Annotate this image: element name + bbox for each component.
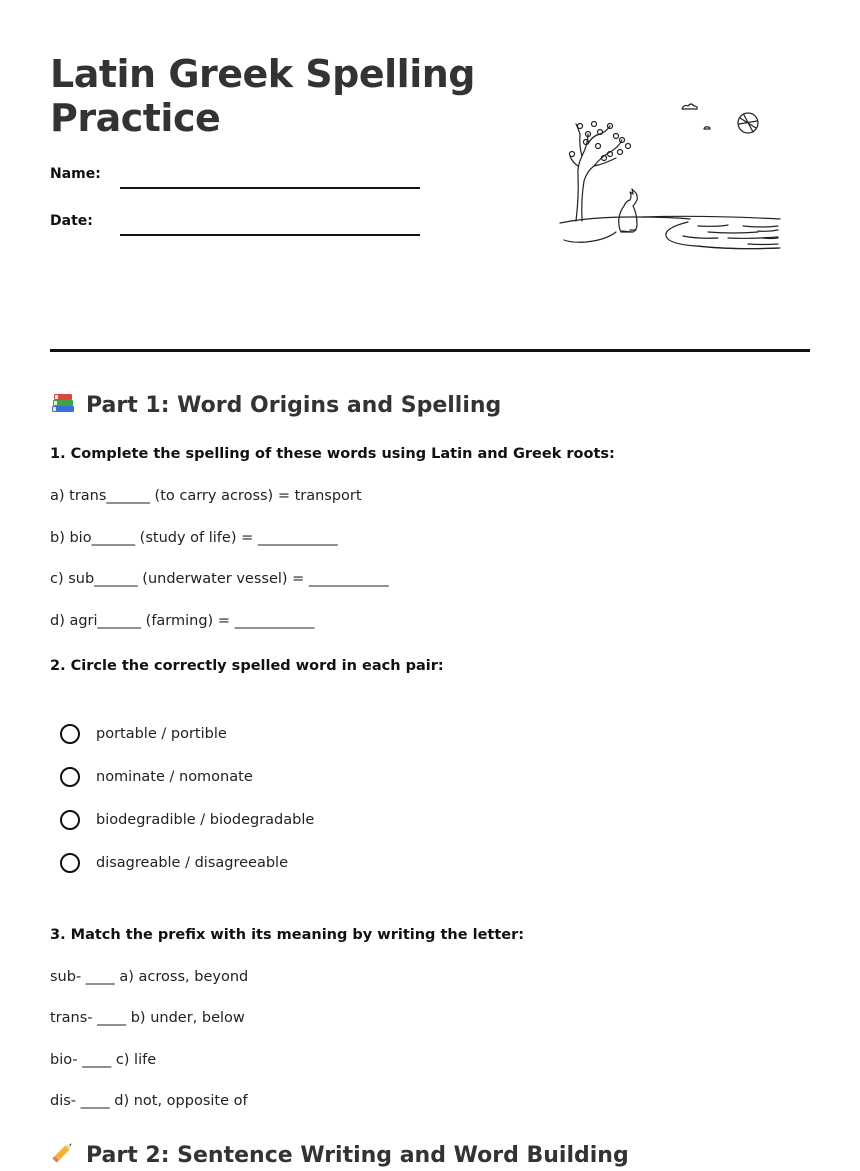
part1-heading [50, 389, 501, 421]
radio-label: nominate / nomonate [96, 769, 253, 785]
radio-button[interactable] [60, 724, 80, 744]
tree-kangaroo-lake-illustration [558, 96, 788, 275]
page-title-line-1: Latin Greek Spelling [50, 52, 475, 96]
section-divider [50, 349, 810, 352]
question-1-item-c: c) sub______ (underwater vessel) = ___________ [50, 571, 389, 587]
cloud-icon [682, 104, 710, 129]
radio-button[interactable] [60, 767, 80, 787]
radio-label: portable / portible [96, 726, 227, 742]
date-label: Date: [50, 213, 93, 229]
question-1-item-d: d) agri______ (farming) = ___________ [50, 613, 315, 629]
question-3-item: trans- ____ b) under, below [50, 1010, 245, 1026]
kangaroo-icon [564, 189, 637, 242]
name-field-line[interactable] [120, 187, 420, 189]
question-2-option [60, 767, 253, 787]
question-2-option [60, 724, 227, 744]
question-2-title: 2. Circle the correctly spelled word in each pair: [50, 658, 444, 674]
part2-heading-text: Part 2: Sentence Writing and Word Building [86, 1142, 629, 1168]
question-3-item: bio- ____ c) life [50, 1052, 157, 1068]
date-field-line[interactable] [120, 234, 420, 236]
page-title [50, 52, 510, 140]
books-icon [50, 389, 76, 421]
question-3-title: 3. Match the prefix with its meaning by writing the letter: [50, 927, 525, 943]
question-3-item: sub- ____ a) across, beyond [50, 969, 249, 985]
radio-button[interactable] [60, 853, 80, 873]
radio-label: disagreable / disagreeable [96, 855, 288, 871]
question-2-option [60, 853, 288, 873]
lake-icon [642, 216, 780, 248]
radio-button[interactable] [60, 810, 80, 830]
part2-heading [50, 1139, 629, 1171]
page-title-line-2: Practice [50, 96, 221, 140]
question-1-item-b: b) bio______ (study of life) = ___________ [50, 530, 338, 546]
name-label: Name: [50, 166, 101, 182]
part1-heading-text: Part 1: Word Origins and Spelling [86, 392, 502, 418]
question-1-title: 1. Complete the spelling of these words using Latin and Greek roots: [50, 446, 615, 462]
question-2-option [60, 810, 314, 830]
pencil-icon [50, 1139, 76, 1171]
radio-label: biodegradible / biodegradable [96, 812, 315, 828]
question-1-item-a: a) trans______ (to carry across) = transport [50, 488, 362, 504]
question-3-item: dis- ____ d) not, opposite of [50, 1093, 248, 1109]
tree-icon [570, 122, 631, 222]
sun-icon [738, 113, 758, 133]
